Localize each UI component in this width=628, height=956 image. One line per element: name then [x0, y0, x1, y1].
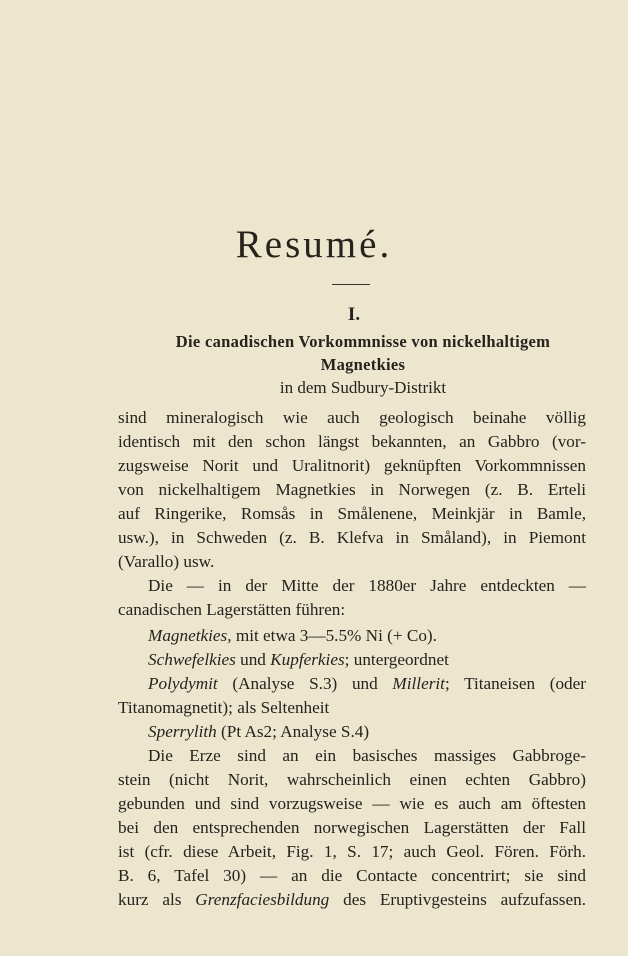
- mineral-name: Polydymit: [148, 674, 218, 693]
- section-numeral: I.: [347, 304, 361, 325]
- body-line: gebunden und sind vorzugsweise — wie es auch am öftesten: [118, 794, 586, 813]
- body-line: (Varallo) usw.: [118, 552, 215, 571]
- body-line: B. 6, Tafel 30) — an die Contacte concentrirt; sie sind: [118, 866, 586, 885]
- body-line: canadischen Lagerstätten führen:: [118, 600, 346, 619]
- mineral-name: Sperrylith: [148, 722, 217, 741]
- body-line: Die — in der Mitte der 1880er Jahre entdeckten —: [148, 576, 586, 595]
- page-title: Resumé.: [235, 223, 393, 266]
- mineral-detail: ; untergeordnet: [344, 650, 449, 669]
- mineral-line-magnetkies: [148, 626, 586, 646]
- mineral-name: Magnetkies,: [148, 626, 232, 645]
- italic-term: Grenzfaciesbildung: [195, 890, 330, 909]
- body-line: ist (cfr. diese Arbeit, Fig. 1, S. 17; auch Geol. Fören. Förh.: [118, 842, 586, 861]
- section-heading-line-2: Magnetkies: [320, 355, 406, 374]
- mineral-detail: (Pt As2; Analyse S.4): [221, 722, 370, 741]
- mineral-detail: (Analyse S.3) und: [232, 674, 378, 693]
- mineral-detail: ; Titaneisen (oder: [444, 674, 587, 693]
- text-run: kurz als: [118, 890, 182, 909]
- title-rule: [332, 284, 370, 285]
- mineral-line-sperrylith: [148, 722, 586, 742]
- body-line: stein (nicht Norit, wahrscheinlich einen echten Gabbro): [118, 770, 586, 789]
- mineral-detail: mit etwa 3—5.5% Ni (+ Co).: [235, 626, 437, 645]
- mineral-name: Schwefelkies: [148, 650, 236, 669]
- body-line: von nickelhaltigem Magnetkies in Norwegen (z. B. Erteli: [118, 480, 586, 499]
- body-line: identisch mit den schon längst bekannten, an Gabbro (vor-: [118, 432, 586, 451]
- text-run: des Eruptivgesteins aufzufassen.: [343, 890, 587, 909]
- body-line: Die Erze sind an ein basisches massiges Gabbroge-: [148, 746, 586, 765]
- body-line: auf Ringerike, Romsås in Smålenene, Meinkjär in Bamle,: [118, 504, 586, 523]
- mineral-detail: und: [240, 650, 266, 669]
- mineral-name: Kupferkies: [270, 650, 345, 669]
- mineral-line-polydymit: [148, 674, 586, 694]
- body-line: usw.), in Schweden (z. B. Klefva in Småland), in Piemont: [118, 528, 586, 547]
- body-line: bei den entsprechenden norwegischen Lagerstätten der Fall: [118, 818, 586, 837]
- body-line: Titanomagnetit); als Seltenheit: [118, 698, 330, 717]
- section-heading-line-1: Die canadischen Vorkommnisse von nickelhaltigem: [175, 332, 551, 351]
- mineral-name: Millerit: [392, 674, 445, 693]
- body-line: zugsweise Norit und Uralitnorit) geknüpften Vorkommnissen: [118, 456, 586, 475]
- body-line: sind mineralogisch wie auch geologisch beinahe völlig: [118, 408, 586, 427]
- mineral-line-schwefelkies: [148, 650, 586, 670]
- body-line-last: [118, 890, 586, 910]
- section-subheading: in dem Sudbury-Distrikt: [279, 378, 447, 397]
